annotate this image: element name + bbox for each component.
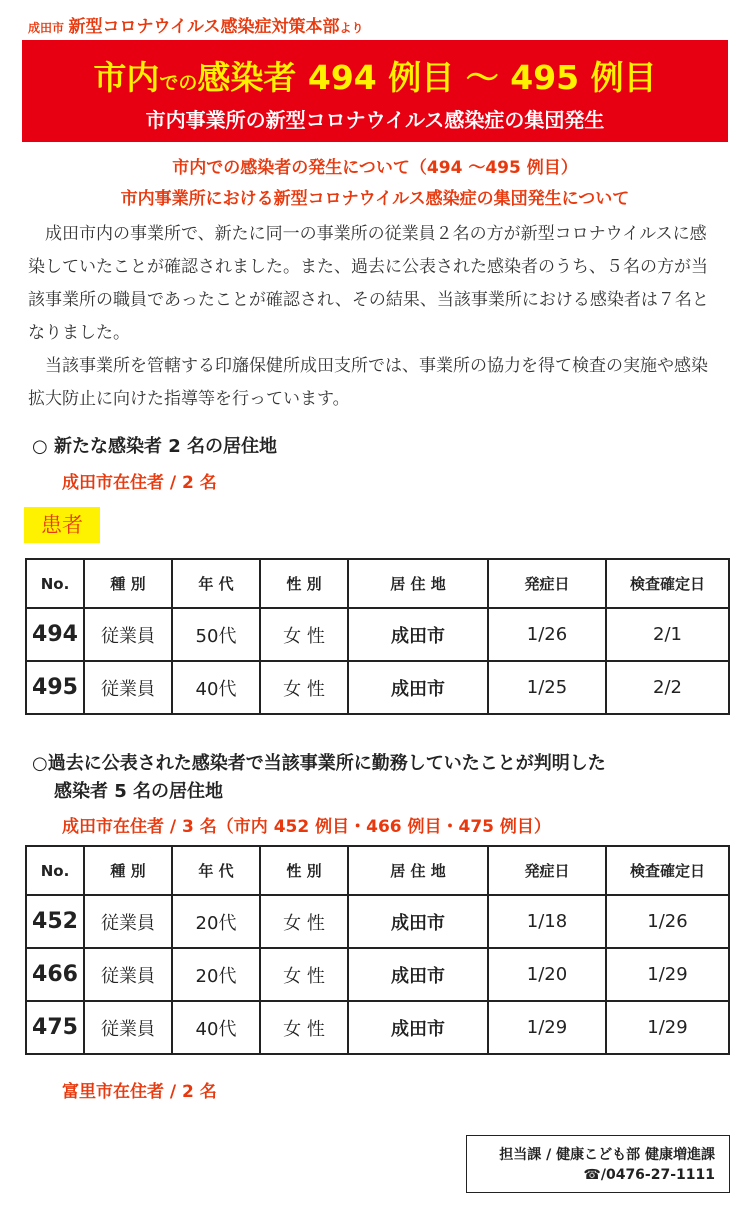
source-suffix: より — [339, 21, 364, 35]
banner-subtitle: 市内事業所の新型コロナウイルス感染症の集団発生 — [145, 108, 605, 132]
contact-phone: /0476-27-1111 — [600, 1167, 715, 1183]
contact-department: 担当課 / 健康こども部 健康増進課 — [499, 1147, 715, 1163]
case-residence: 成田市 — [348, 895, 488, 948]
col-confirmed: 検査確定日 — [606, 559, 729, 608]
col-confirmed: 検査確定日 — [606, 846, 729, 895]
new-cases-table — [25, 558, 730, 715]
table-row — [26, 661, 729, 714]
case-age: 50代 — [172, 608, 260, 661]
title-banner — [22, 40, 728, 142]
case-confirmed: 1/29 — [606, 948, 729, 1001]
case-onset: 1/25 — [488, 661, 606, 714]
col-no: No. — [26, 559, 84, 608]
case-confirmed: 1/29 — [606, 1001, 729, 1054]
banner-title — [22, 52, 728, 99]
patient-badge: 患者 — [24, 507, 100, 543]
case-residence: 成田市 — [348, 948, 488, 1001]
case-sex: 女 性 — [260, 661, 348, 714]
case-no: 495 — [26, 661, 84, 714]
case-residence: 成田市 — [348, 661, 488, 714]
col-sex: 性 別 — [260, 559, 348, 608]
section-2-residence: 成田市在住者 / 3 名（市内 452 例目・466 例目・475 例目） — [62, 817, 551, 837]
paragraph-2: 当該事業所を管轄する印旛保健所成田支所では、事業所の協力を得て検査の実施や感染拡大防止に向けた指導等を行っています。 — [28, 356, 708, 409]
table-header-row — [26, 559, 729, 608]
case-age: 20代 — [172, 948, 260, 1001]
case-residence: 成田市 — [348, 1001, 488, 1054]
col-age: 年 代 — [172, 846, 260, 895]
case-age: 40代 — [172, 1001, 260, 1054]
case-confirmed: 2/1 — [606, 608, 729, 661]
case-age: 40代 — [172, 661, 260, 714]
case-onset: 1/29 — [488, 1001, 606, 1054]
case-type: 従業員 — [84, 661, 172, 714]
case-onset: 1/20 — [488, 948, 606, 1001]
case-residence: 成田市 — [348, 608, 488, 661]
case-no: 466 — [26, 948, 84, 1001]
banner-title-part3: 感染者 494 例目 ～ 495 例目 — [197, 58, 657, 97]
table-header-row — [26, 846, 729, 895]
case-type: 従業員 — [84, 895, 172, 948]
case-sex: 女 性 — [260, 948, 348, 1001]
heading-1: 市内での感染者の発生について（494 ～495 例目） — [172, 158, 578, 178]
section-2-title-line1: ○過去に公表された感染者で当該事業所に勤務していたことが判明した — [32, 753, 606, 774]
case-onset: 1/26 — [488, 608, 606, 661]
case-confirmed: 2/2 — [606, 661, 729, 714]
col-age: 年 代 — [172, 559, 260, 608]
phone-icon: ☎ — [583, 1167, 601, 1183]
contact-phone-line — [583, 1167, 715, 1183]
case-no: 494 — [26, 608, 84, 661]
section-2-title-line2: 感染者 5 名の居住地 — [54, 781, 224, 802]
source-line — [28, 12, 364, 37]
table-row — [26, 948, 729, 1001]
source-city: 成田市 — [28, 21, 65, 35]
col-onset: 発症日 — [488, 846, 606, 895]
contact-box — [466, 1135, 730, 1193]
case-type: 従業員 — [84, 1001, 172, 1054]
case-onset: 1/18 — [488, 895, 606, 948]
section-1-title: ○ 新たな感染者 2 名の居住地 — [32, 436, 278, 457]
case-sex: 女 性 — [260, 608, 348, 661]
banner-title-part2: での — [159, 72, 198, 94]
col-type: 種 別 — [84, 846, 172, 895]
case-no: 452 — [26, 895, 84, 948]
heading-2: 市内事業所における新型コロナウイルス感染症の集団発生について — [120, 189, 630, 209]
col-type: 種 別 — [84, 559, 172, 608]
case-sex: 女 性 — [260, 1001, 348, 1054]
table-row — [26, 895, 729, 948]
col-sex: 性 別 — [260, 846, 348, 895]
col-no: No. — [26, 846, 84, 895]
case-sex: 女 性 — [260, 895, 348, 948]
case-type: 従業員 — [84, 948, 172, 1001]
section-1-residence: 成田市在住者 / 2 名 — [62, 473, 217, 493]
paragraph-1: 成田市内の事業所で、新たに同一の事業所の従業員２名の方が新型コロナウイルスに感染していたことが確認されました。また、過去に公表された感染者のうち、５名の方が当該事業所の職員であったことが確認され、その結果、当該事業所における感染者は７名となりました。 — [28, 224, 709, 343]
col-onset: 発症日 — [488, 559, 606, 608]
case-type: 従業員 — [84, 608, 172, 661]
case-confirmed: 1/26 — [606, 895, 729, 948]
past-cases-table — [25, 845, 730, 1055]
case-no: 475 — [26, 1001, 84, 1054]
tomisato-residence: 富里市在住者 / 2 名 — [62, 1082, 217, 1102]
source-org: 新型コロナウイルス感染症対策本部 — [68, 17, 340, 37]
col-residence: 居 住 地 — [348, 846, 488, 895]
case-age: 20代 — [172, 895, 260, 948]
table-row — [26, 608, 729, 661]
table-row — [26, 1001, 729, 1054]
banner-title-part1: 市内 — [93, 58, 160, 97]
col-residence: 居 住 地 — [348, 559, 488, 608]
